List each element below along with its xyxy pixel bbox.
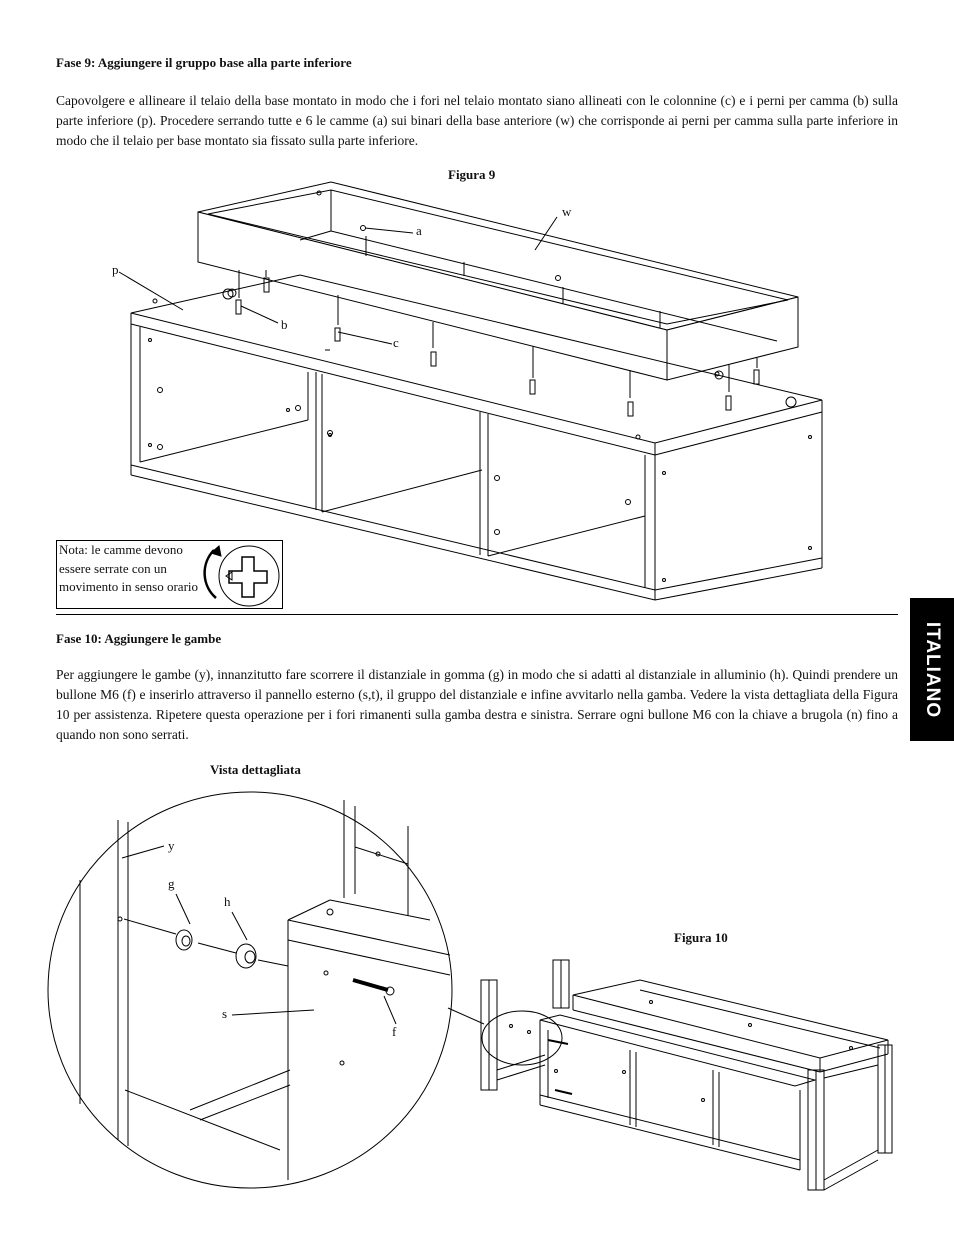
label-s: s [222,1006,228,1021]
label-p: p [112,262,119,277]
label-g: g [168,876,175,891]
step9-heading: Fase 9: Aggiungere il gruppo base alla parte inferiore [56,55,352,70]
assembled-unit [481,960,892,1190]
detail-ellipse-small [482,1011,562,1065]
label-w: w [562,204,572,219]
section-divider [56,614,898,615]
label-y: y [168,838,175,853]
detail-view [48,792,452,1188]
step10-heading: Fase 10: Aggiungere le gambe [56,631,222,646]
label-f: f [392,1024,397,1039]
figure10-caption: Figura 10 [674,930,728,945]
note-text: Nota: le camme devono essere serrate con un movimento in senso orario [59,542,199,594]
figure9-caption: Figura 9 [448,167,496,182]
language-tab [910,598,954,741]
label-b: b [281,317,288,332]
step9-body: Capovolgere e allineare il telaio della base montato in modo che i fori nel telaio montato siano allineati con le colonnine (c) e i perni per camma (b) sulla parte inferiore (p). Procedere serrando tutte e 6 le camme (a) sui binari della base anteriore (w) che corrisponde ai perni per camma sulla parte inferiore in modo che il telaio per base montato sia fissato sulla parte inferiore. [56,93,898,148]
detail-connector [448,1008,484,1024]
detail-caption: Vista dettagliata [210,762,301,777]
label-c: c [393,335,399,350]
step10-body: Per aggiungere le gambe (y), innanzitutto fare scorrere il distanziale in gomma (g) in modo che si adatti al distanziale in alluminio (h). Quindi prendere un bullone M6 (f) e inserirlo attraverso il pannello esterno (s,t), il gruppo del distanziale e infine avvitarlo nella gamba. Vedere la vista dettagliata della Figura 10 per assistenza. Ripetere questa operazione per i fori rimanenti sulla gamba destra e sinistra. Serrare ogni bullone M6 con la chiave a brugola (n) fino a quando non sono serrati. [56,667,898,742]
label-h: h [224,894,231,909]
language-tab-label: ITALIANO [922,621,943,718]
note-box [56,540,283,609]
label-a: a [416,223,422,238]
front-base-frame [198,182,798,380]
